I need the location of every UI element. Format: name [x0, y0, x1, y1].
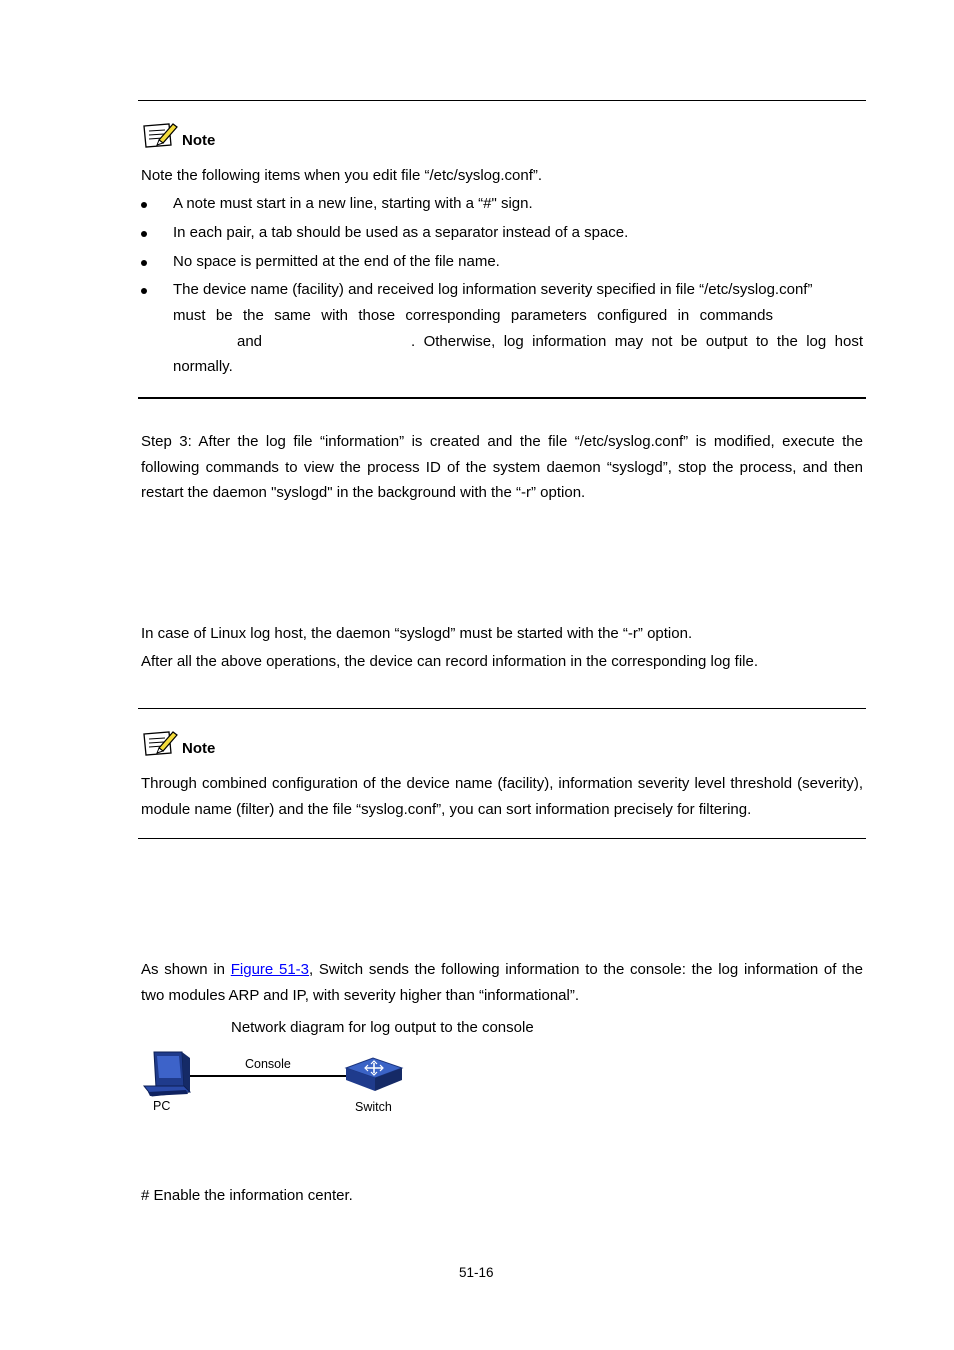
- note-icon: [141, 728, 179, 756]
- bullet-dot: [141, 260, 147, 266]
- linux-note-paragraph: In case of Linux log host, the daemon “syslogd” must be started with the “-r” option.: [141, 625, 693, 642]
- note1-bullet-4-and: and: [237, 333, 263, 350]
- note2-text: Through combined configuration of the device name (facility), information severity level threshold (severity), module name (filter) and the file “syslog.conf”, you can sort information precisely for filtering.: [141, 775, 863, 818]
- note1-bullet-1: A note must start in a new line, starting with a “#" sign.: [173, 195, 533, 212]
- switch-icon: [346, 1058, 402, 1091]
- note1-bottom-rule: [138, 397, 866, 399]
- note1-intro: Note the following items when you edit file “/etc/syslog.conf”.: [141, 167, 543, 184]
- note2-top-rule: [138, 708, 866, 709]
- pc-icon: [144, 1052, 190, 1096]
- bullet-dot: [141, 288, 147, 294]
- note1-bullet-4-line4: normally.: [173, 358, 233, 375]
- note1-bullet-4-line1: The device name (facility) and received log information severity specified in file “/etc/syslog.conf”: [173, 281, 813, 298]
- console-label: Console: [245, 1057, 291, 1071]
- example-prefix: As shown in: [141, 961, 231, 978]
- page-number: 51-16: [459, 1265, 494, 1280]
- note1-bullet-2: In each pair, a tab should be used as a separator instead of a space.: [173, 224, 629, 241]
- bullet-dot: [141, 202, 147, 208]
- enable-info-center: # Enable the information center.: [141, 1187, 353, 1204]
- step3-paragraph: Step 3: After the log file “information” is created and the file “/etc/syslog.conf” is modified, execute the following commands to view the process ID of the system daemon “syslogd”, stop the process, and then restart the daemon "syslogd" in the background with the “-r” option.: [141, 433, 863, 501]
- example-suffix: , Switch sends the following information to the console: the log information of the two modules ARP and IP, with severity higher than “informational”.: [141, 961, 864, 1004]
- figure-link[interactable]: Figure 51-3: [230, 961, 310, 978]
- figure-caption: Network diagram for log output to the console: [231, 1019, 534, 1036]
- note1-top-rule: [138, 100, 866, 101]
- switch-label: Switch: [355, 1100, 392, 1114]
- note1-bullet-3: No space is permitted at the end of the file name.: [173, 253, 500, 270]
- note1-bullet-4-line2: must be the same with those corresponding parameters configured in commands: [173, 307, 773, 324]
- example-paragraph: [141, 957, 863, 1008]
- note1-label: Note: [182, 132, 216, 149]
- note1-bullet-4-line3: . Otherwise, log information may not be output to the log host: [411, 333, 863, 350]
- note-icon: [141, 120, 179, 148]
- note2-label: Note: [182, 740, 216, 757]
- note2-bottom-rule: [138, 838, 866, 839]
- pc-label: PC: [153, 1099, 171, 1113]
- bullet-dot: [141, 231, 147, 237]
- after-operations-paragraph: After all the above operations, the device can record information in the corresponding log file.: [141, 653, 759, 670]
